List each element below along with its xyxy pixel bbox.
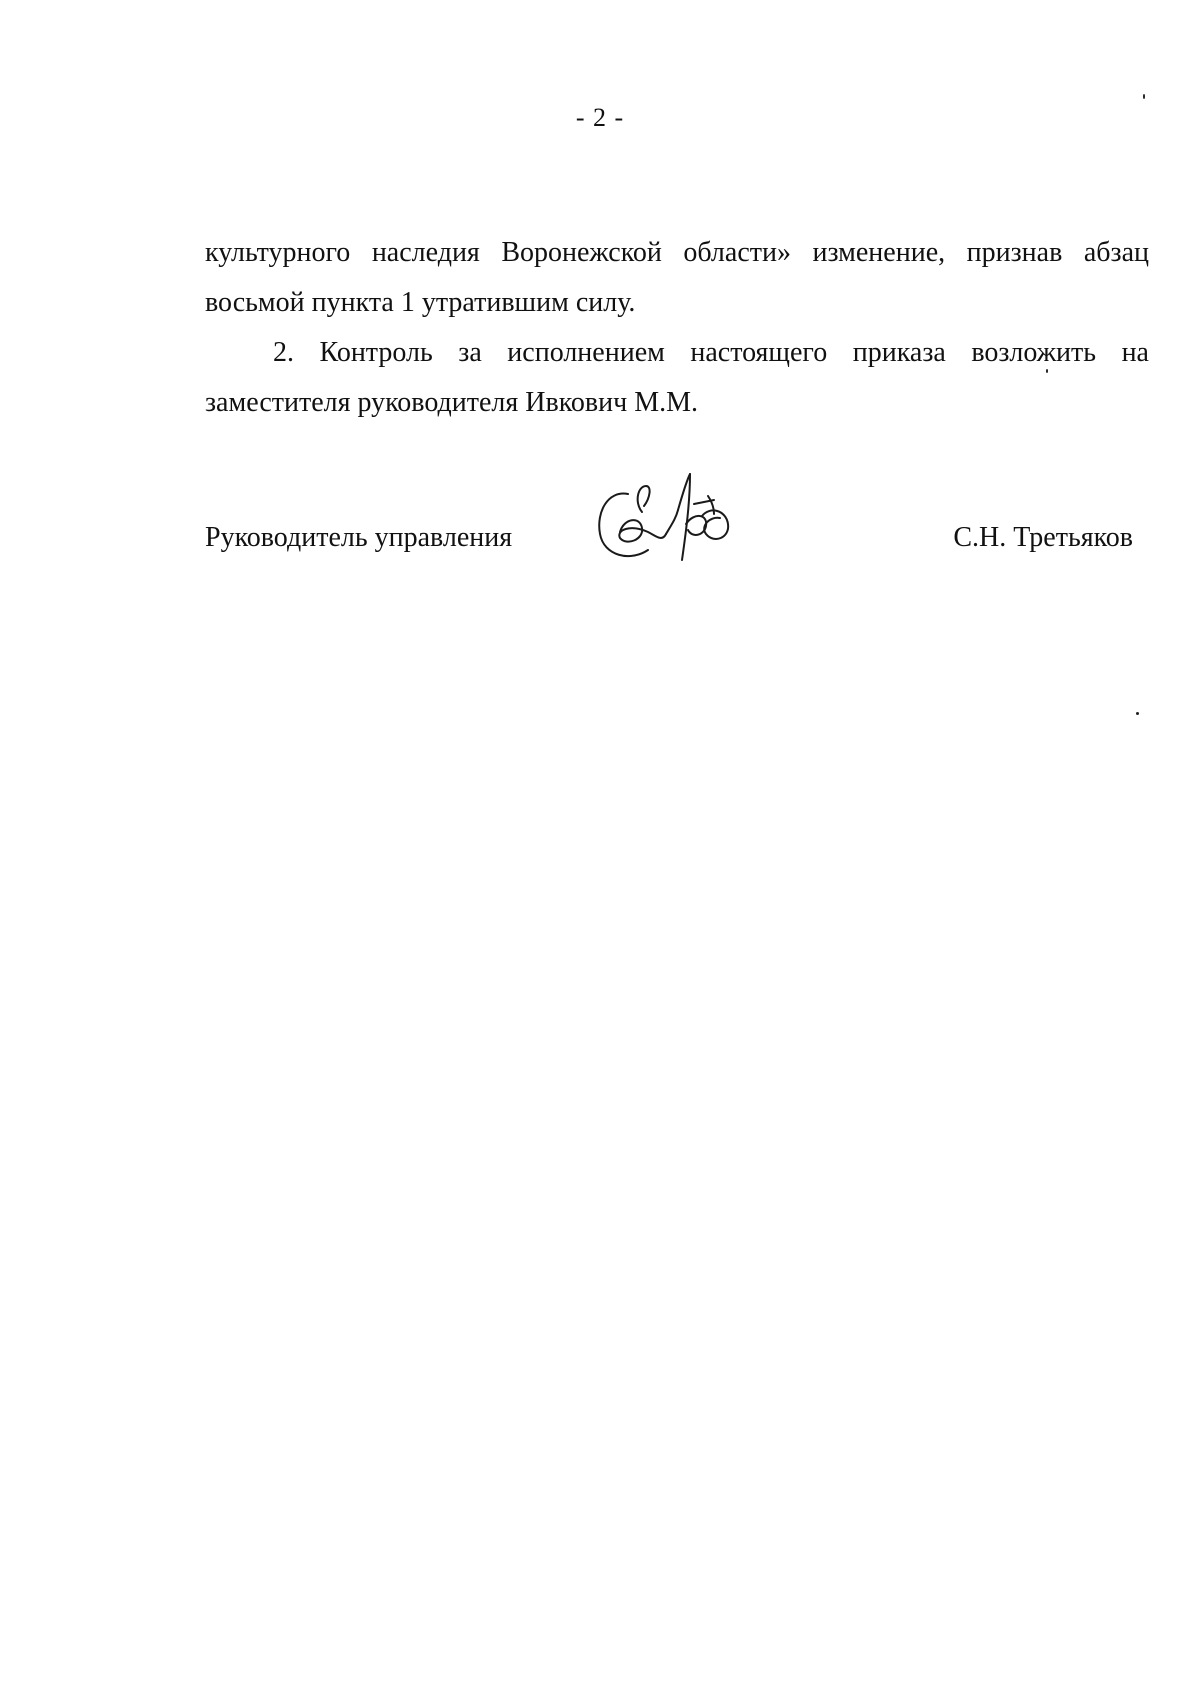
scan-speck <box>1046 369 1048 373</box>
signatory-name: С.Н. Третьяков <box>953 522 1133 553</box>
paragraph-continuation: культурного наследия Воронежской области» изменение, признав абзац восьмой пункта 1 утратившим силу. <box>205 237 1149 318</box>
scan-speck <box>1136 712 1139 715</box>
document-body <box>205 228 1149 428</box>
handwritten-signature-icon <box>590 472 760 572</box>
scan-speck <box>1143 94 1145 99</box>
signatory-role: Руководитель управления <box>205 522 513 553</box>
paragraph-item-2: 2. Контроль за исполнением настоящего приказа возложить на заместителя руководителя Ивкович М.М. <box>205 337 1149 418</box>
page-number: - 2 - <box>575 103 625 132</box>
